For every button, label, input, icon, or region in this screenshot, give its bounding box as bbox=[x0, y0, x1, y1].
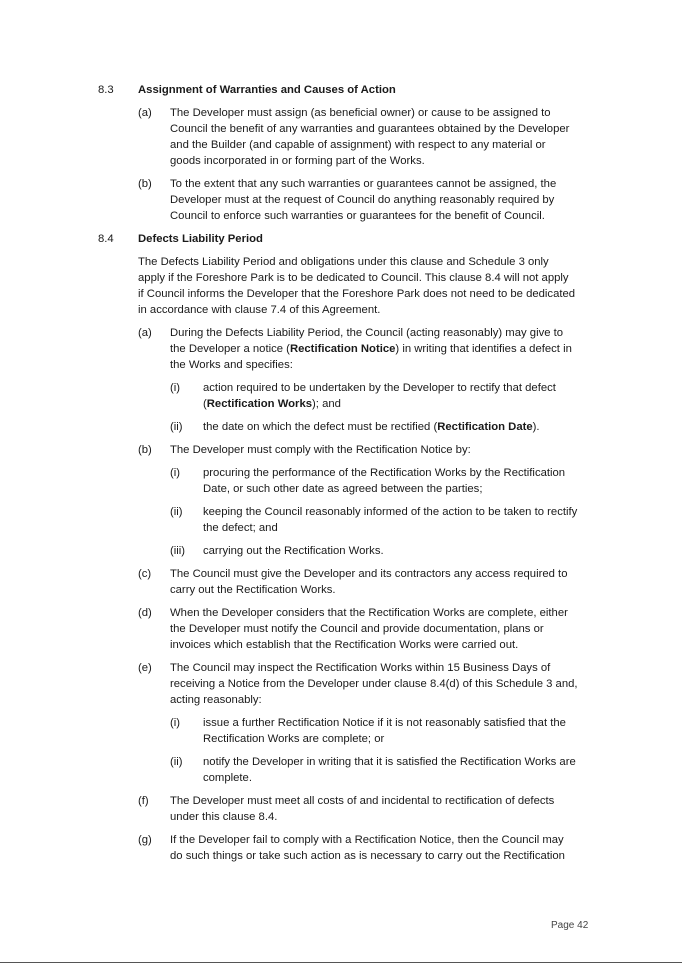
page-number: Page 42 bbox=[551, 920, 589, 931]
paragraph-line: receiving a Notice from the Developer under clause 8.4(d) of this Schedule 3 and, bbox=[170, 678, 578, 690]
paragraph-line: action required to be undertaken by the Developer to rectify that defect bbox=[203, 382, 556, 394]
paragraph-line: The Developer must meet all costs of and incidental to rectification of defects bbox=[170, 795, 555, 807]
clause-heading: Defects Liability Period bbox=[138, 233, 263, 245]
item-label: (e) bbox=[138, 662, 152, 674]
item-label: (c) bbox=[138, 568, 152, 580]
paragraph-line: The Council must give the Developer and its contractors any access required to bbox=[170, 568, 568, 580]
paragraph-line: if Council informs the Developer that the Foreshore Park does not need to be dedicated bbox=[138, 288, 576, 300]
subitem-label: (i) bbox=[170, 467, 181, 479]
paragraph-line: Council to enforce such warranties or guarantees for the benefit of Council. bbox=[170, 210, 545, 222]
subitem-label: (ii) bbox=[170, 756, 183, 768]
paragraph-line: notify the Developer in writing that it is satisfied the Rectification Works are bbox=[203, 756, 576, 768]
subitem-label: (ii) bbox=[170, 421, 183, 433]
paragraph-line: Rectification Works are complete; or bbox=[203, 733, 385, 745]
paragraph-line: To the extent that any such warranties or guarantees cannot be assigned, the bbox=[170, 178, 557, 190]
paragraph-line: the defect; and bbox=[203, 522, 278, 534]
paragraph-line: issue a further Rectification Notice if it is not reasonably satisfied that the bbox=[203, 717, 566, 729]
paragraph-line: The Developer must comply with the Rectification Notice by: bbox=[170, 444, 471, 456]
paragraph-line: The Defects Liability Period and obligations under this clause and Schedule 3 only bbox=[138, 256, 549, 268]
paragraph-line: the Works and specifies: bbox=[170, 359, 293, 371]
paragraph-line: carrying out the Rectification Works. bbox=[203, 545, 384, 557]
paragraph-line: During the Defects Liability Period, the Council (acting reasonably) may give to bbox=[170, 327, 564, 339]
paragraph-line: The Developer must assign (as beneficial owner) or cause to be assigned to bbox=[170, 107, 551, 119]
paragraph-line: do such things or take such action as is necessary to carry out the Rectification bbox=[170, 850, 565, 862]
paragraph-line: the date on which the defect must be rectified (Rectification Date). bbox=[203, 421, 540, 433]
paragraph-line: Date, or such other date as agreed between the parties; bbox=[203, 483, 483, 495]
clause-heading: Assignment of Warranties and Causes of Action bbox=[138, 84, 396, 96]
paragraph-line: (Rectification Works); and bbox=[203, 398, 341, 410]
paragraph-line: When the Developer considers that the Rectification Works are complete, either bbox=[170, 607, 568, 619]
paragraph-line: acting reasonably: bbox=[170, 694, 262, 706]
paragraph-line: the Developer must notify the Council and provide documentation, plans or bbox=[170, 623, 544, 635]
clause-number: 8.4 bbox=[98, 233, 114, 245]
defined-term: Rectification Date bbox=[437, 421, 533, 433]
item-label: (b) bbox=[138, 178, 152, 190]
item-label: (b) bbox=[138, 444, 152, 456]
paragraph-line: in accordance with clause 7.4 of this Agreement. bbox=[138, 304, 381, 316]
subitem-label: (i) bbox=[170, 717, 181, 729]
page-bottom-rule bbox=[0, 962, 682, 963]
clause-number: 8.3 bbox=[98, 84, 114, 96]
paragraph-line: procuring the performance of the Rectification Works by the Rectification bbox=[203, 467, 566, 479]
paragraph-line: complete. bbox=[203, 772, 252, 784]
paragraph-line: keeping the Council reasonably informed of the action to be taken to rectify bbox=[203, 506, 578, 518]
paragraph-line: under this clause 8.4. bbox=[170, 811, 278, 823]
paragraph-line: carry out the Rectification Works. bbox=[170, 584, 336, 596]
item-label: (a) bbox=[138, 327, 152, 339]
paragraph-line: and the Builder (and capable of assignment) with respect to any material or bbox=[170, 139, 546, 151]
paragraph-line: The Council may inspect the Rectification Works within 15 Business Days of bbox=[170, 662, 551, 674]
subitem-label: (iii) bbox=[170, 545, 186, 557]
subitem-label: (ii) bbox=[170, 506, 183, 518]
item-label: (a) bbox=[138, 107, 152, 119]
paragraph-line: Developer must at the request of Council do anything reasonably required by bbox=[170, 194, 555, 206]
paragraph-line: goods incorporated in or forming part of the Works. bbox=[170, 155, 425, 167]
paragraph-line: If the Developer fail to comply with a Rectification Notice, then the Council may bbox=[170, 834, 564, 846]
item-label: (d) bbox=[138, 607, 152, 619]
paragraph-line: invoices which establish that the Rectification Works were carried out. bbox=[170, 639, 519, 651]
item-label: (f) bbox=[138, 795, 149, 807]
defined-term: Rectification Notice bbox=[289, 343, 396, 355]
defined-term: Rectification Works bbox=[206, 398, 313, 410]
paragraph-line: apply if the Foreshore Park is to be dedicated to Council. This clause 8.4 will not apply bbox=[138, 272, 569, 284]
paragraph-line: Council the benefit of any warranties and guarantees obtained by the Developer bbox=[170, 123, 570, 135]
item-label: (g) bbox=[138, 834, 152, 846]
paragraph-line: the Developer a notice (Rectification Notice) in writing that identifies a defect in bbox=[170, 343, 572, 355]
subitem-label: (i) bbox=[170, 382, 181, 394]
